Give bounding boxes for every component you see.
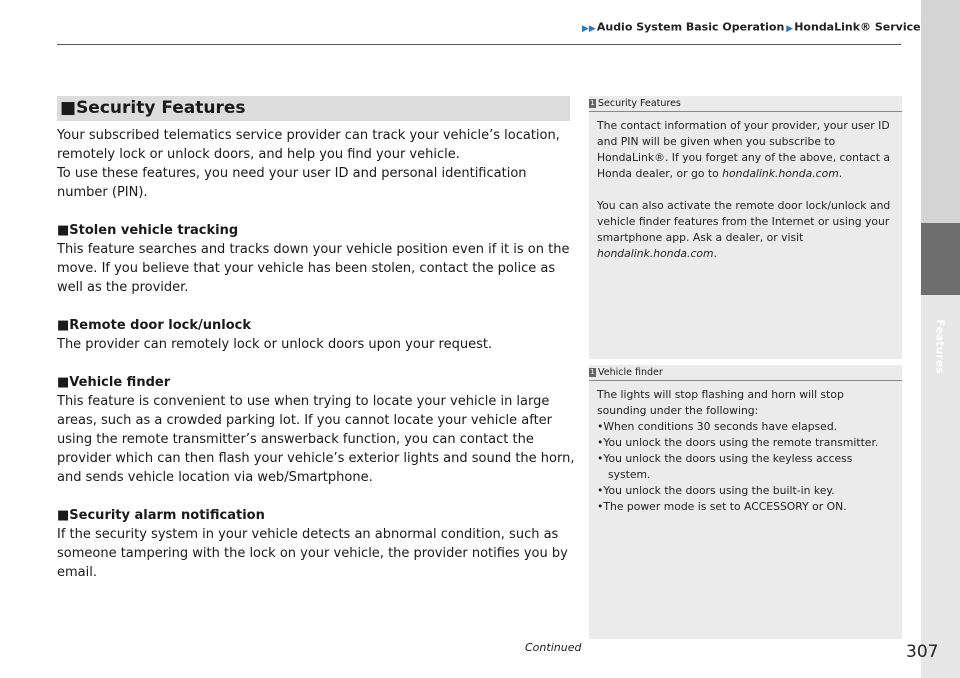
hondalink-link[interactable]: hondalink.honda.com — [722, 167, 839, 180]
breadcrumb — [582, 20, 924, 34]
breadcrumb-hondalink[interactable]: HondaLink® Service — [794, 20, 921, 34]
arrow-icon: ▶▶ — [582, 23, 596, 34]
list-item: •You unlock the doors using the remote transmitter. — [597, 436, 879, 449]
subsection-heading: ■Stolen vehicle tracking — [57, 223, 239, 238]
section-title: ■Security Features — [60, 98, 246, 118]
sidebar-note-vehicle-finder — [589, 365, 902, 639]
breadcrumb-audio-system[interactable]: Audio System Basic Operation — [596, 20, 785, 34]
main-content — [57, 126, 575, 582]
note-badge: 1 — [590, 368, 595, 376]
note-badge: 1 — [590, 99, 595, 107]
page-number: 307 — [906, 642, 939, 662]
list-item: •You unlock the doors using the keyless access system. — [597, 452, 853, 481]
sidebar-note-paragraph: The contact information of your provider, your user ID and PIN will be given when you subscribe to HondaLink®. If you forget any of the above, contact a Honda dealer, or go to hondalink.honda.com. — [597, 119, 891, 180]
subsection-heading: ■Security alarm notification — [57, 508, 265, 523]
sidebar-note-security-features — [589, 96, 902, 359]
intro-paragraph-1: Your subscribed telematics service provider can track your vehicle’s location, remotely lock or unlock doors, and help you find your vehicle. — [57, 128, 560, 162]
subsection-body: If the security system in your vehicle detects an abnormal condition, such as someone tampering with the lock on your vehicle, the provider notifies you by email. — [57, 527, 568, 580]
sidebar-note-header — [589, 365, 902, 381]
intro-paragraph-2: To use these features, you need your user ID and personal identification number (PIN). — [57, 166, 527, 200]
list-item: •The power mode is set to ACCESSORY or ON. — [597, 500, 847, 513]
list-item: •You unlock the doors using the built-in key. — [597, 484, 835, 497]
square-bullet-icon: ■ — [57, 508, 70, 523]
subsection-body: This feature is convenient to use when trying to locate your vehicle in large areas, such as a crowded parking lot. If you cannot locate your vehicle after using the remote transmitter’s answerback function, you can contact the provider which can then flash your vehicle’s exterior lights and sound the horn, and sends vehicle location via web/Smartphone. — [57, 394, 575, 485]
side-tab-upper — [921, 0, 960, 223]
continued-label: Continued — [525, 641, 582, 654]
sidebar-note-title: Vehicle finder — [598, 367, 663, 378]
side-tab-active[interactable] — [921, 223, 960, 295]
square-bullet-icon: ■ — [57, 318, 70, 333]
arrow-icon: ▶ — [786, 23, 794, 34]
list-item: •When conditions 30 seconds have elapsed. — [597, 420, 838, 433]
square-bullet-icon: ■ — [60, 98, 77, 118]
square-bullet-icon: ■ — [57, 375, 70, 390]
subsection-heading: ■Vehicle finder — [57, 375, 171, 390]
hondalink-link[interactable]: hondalink.honda.com — [597, 247, 714, 260]
sidebar-note-paragraph: The lights will stop flashing and horn will stop sounding under the following: — [597, 388, 844, 417]
header-rule — [57, 44, 901, 45]
sidebar-note-title: Security Features — [598, 98, 681, 109]
subsection-body: This feature searches and tracks down your vehicle position even if it is on the move. If you believe that your vehicle has been stolen, contact the police as well as the provider. — [57, 242, 570, 295]
sidebar-note-header — [589, 96, 902, 112]
subsection-heading: ■Remote door lock/unlock — [57, 318, 251, 333]
subsection-body: The provider can remotely lock or unlock doors upon your request. — [57, 337, 493, 352]
square-bullet-icon: ■ — [57, 223, 70, 238]
side-tab-label: Features — [933, 318, 947, 374]
sidebar-note-paragraph: You can also activate the remote door lock/unlock and vehicle finder features from the Internet or using your smartphone app. Ask a dealer, or visit hondalink.honda.com. — [597, 199, 891, 260]
